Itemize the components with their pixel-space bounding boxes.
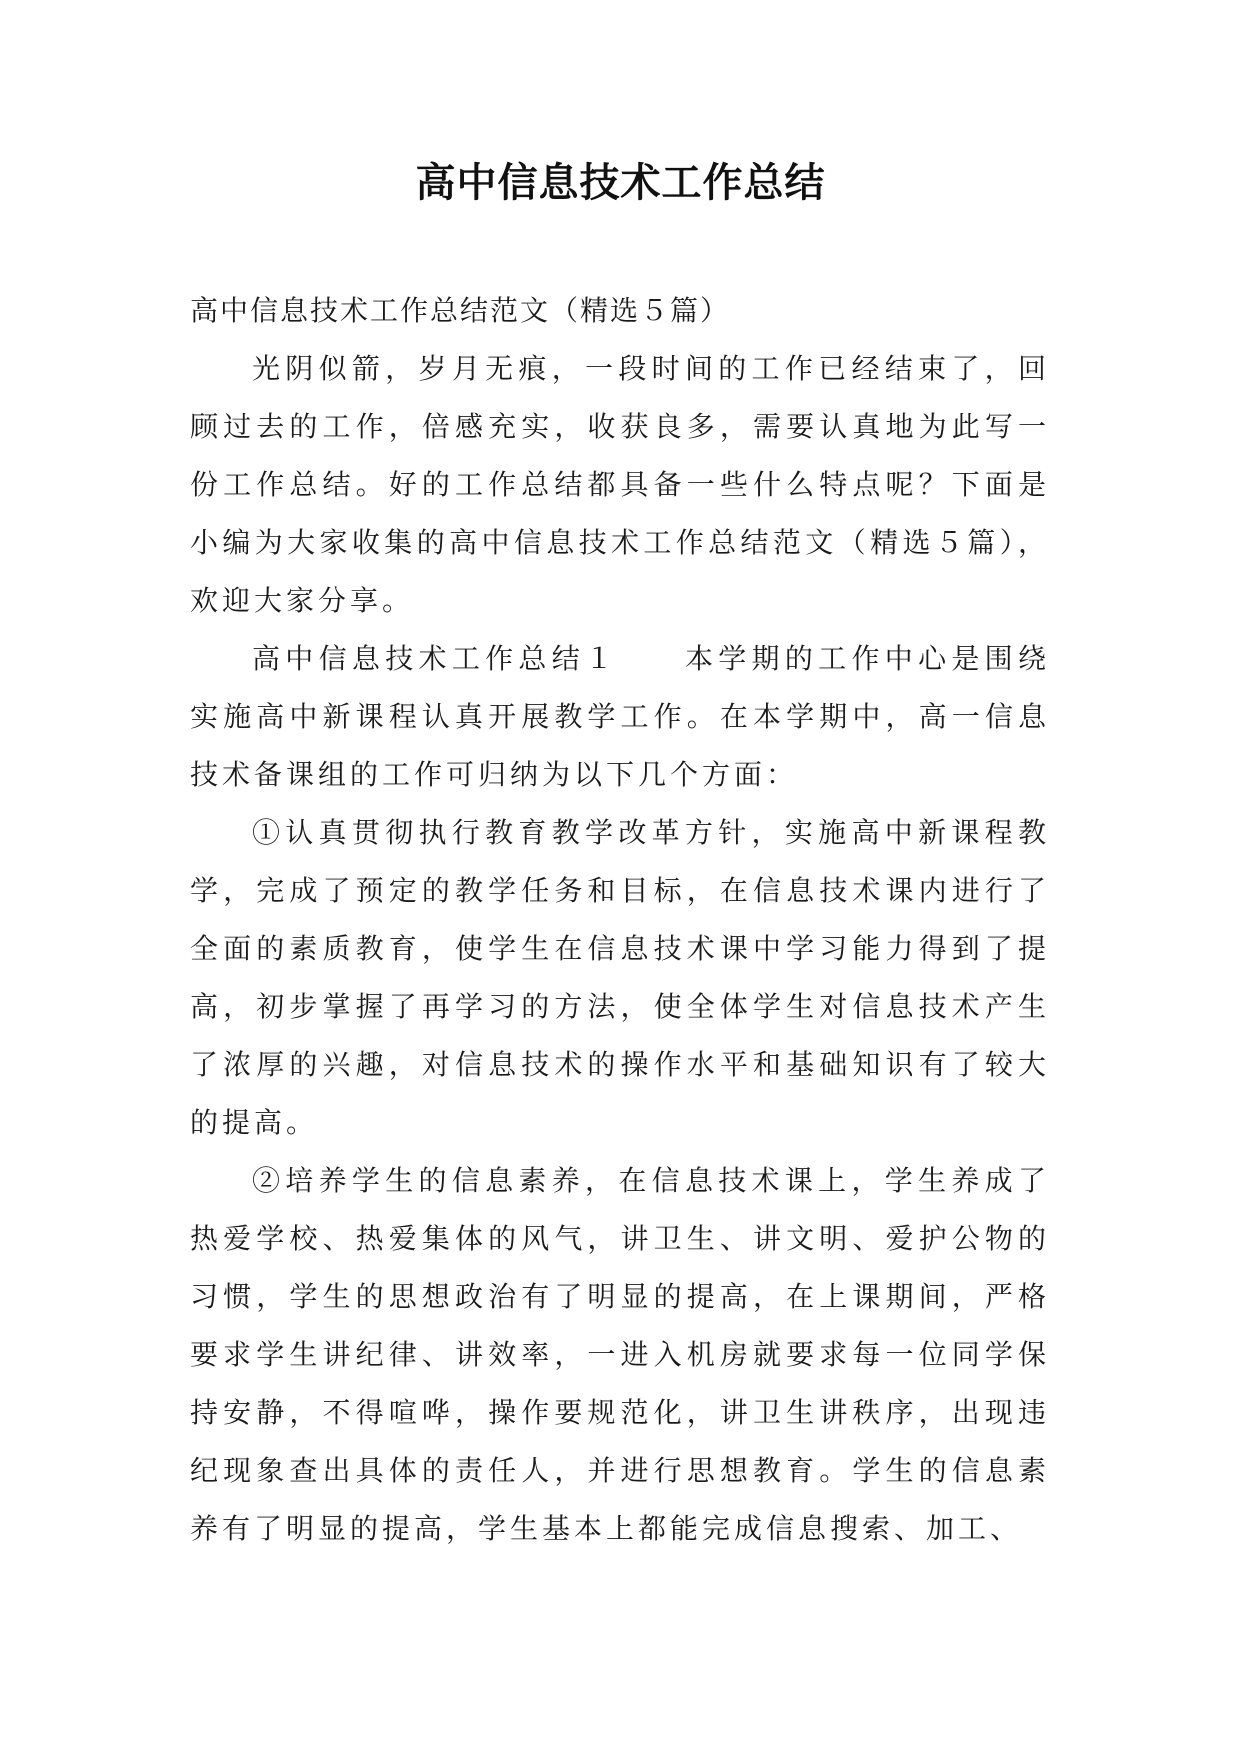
document-subtitle: 高中信息技术工作总结范文（精选５篇） bbox=[190, 294, 731, 327]
document-body bbox=[190, 282, 1050, 1558]
paragraph-point-1: ①认真贯彻执行教育教学改革方针，实施高中新课程教学，完成了预定的教学任务和目标，在信息技术课内进行了全面的素质教育，使学生在信息技术课中学习能力得到了提高，初步掌握了再学习的方法，使全体学生对信息技术产生了浓厚的兴趣，对信息技术的操作水平和基础知识有了较大的提高。 bbox=[190, 816, 1050, 1139]
paragraph-intro: 光阴似箭，岁月无痕，一段时间的工作已经结束了，回顾过去的工作，倍感充实，收获良多，需要认真地为此写一份工作总结。好的工作总结都具备一些什么特点呢？下面是小编为大家收集的高中信息技术工作总结范文（精选５篇），欢迎大家分享。 bbox=[190, 352, 1050, 617]
paragraph-point-2: ②培养学生的信息素养，在信息技术课上，学生养成了热爱学校、热爱集体的风气，讲卫生、讲文明、爱护公物的习惯，学生的思想政治有了明显的提高，在上课期间，严格要求学生讲纪律、讲效率，一进入机房就要求每一位同学保持安静，不得喧哗，操作要规范化，讲卫生讲秩序，出现违纪现象查出具体的责任人，并进行思想教育。学生的信息素养有了明显的提高，学生基本上都能完成信息搜索、加工、 bbox=[190, 1164, 1050, 1545]
document-title: 高中信息技术工作总结 bbox=[415, 159, 826, 206]
paragraph-summary-1: 高中信息技术工作总结１ 本学期的工作中心是围绕实施高中新课程认真开展教学工作。在本学期中，高一信息技术备课组的工作可归纳为以下几个方面： bbox=[190, 642, 1050, 791]
